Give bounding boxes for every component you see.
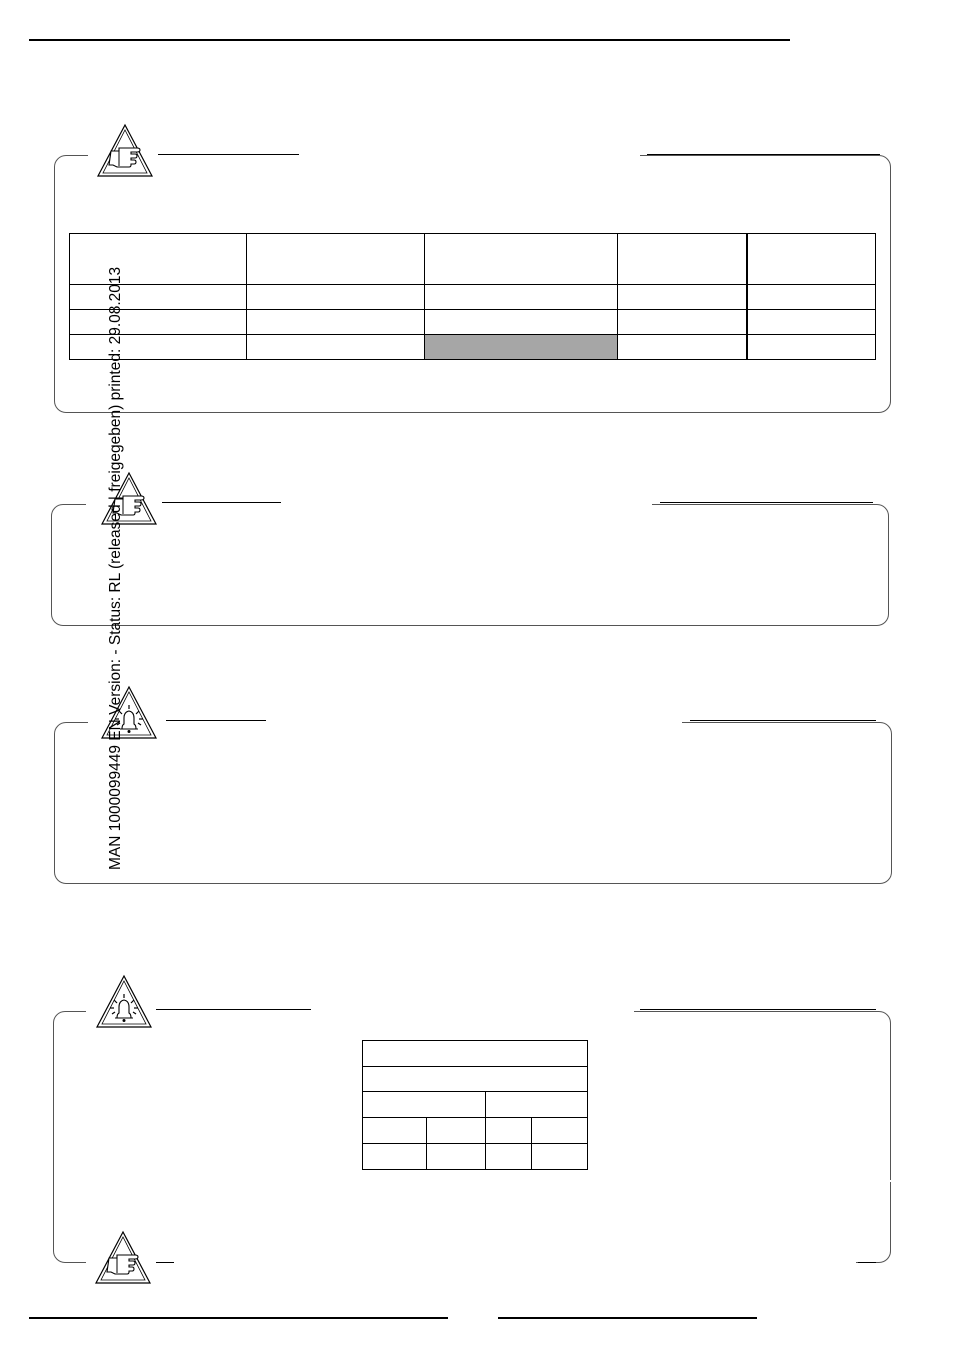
table-cell bbox=[486, 1092, 588, 1118]
section-header-line-right bbox=[647, 154, 880, 155]
table-header-cell bbox=[70, 234, 247, 285]
data-table bbox=[69, 233, 876, 360]
table-cell bbox=[363, 1144, 427, 1170]
table-cell bbox=[427, 1118, 486, 1144]
table-cell bbox=[486, 1118, 532, 1144]
pointing-hand-icon bbox=[93, 1230, 153, 1286]
table-cell bbox=[618, 335, 747, 360]
table-cell bbox=[486, 1144, 532, 1170]
table-cell bbox=[363, 1067, 588, 1092]
table-cell bbox=[247, 310, 425, 335]
table-cell bbox=[363, 1041, 588, 1067]
warning-box-1 bbox=[54, 722, 892, 884]
table-cell bbox=[747, 285, 876, 310]
table-cell bbox=[247, 335, 425, 360]
section-header-line-left bbox=[166, 720, 266, 721]
table-cell-shaded bbox=[425, 335, 618, 360]
table-header-cell bbox=[425, 234, 618, 285]
table-cell bbox=[70, 285, 247, 310]
table-cell bbox=[70, 310, 247, 335]
print-status-watermark: MAN 1000099449 EN Version: - Status: RL (released | freigegeben) printed: 29.08.2013 bbox=[107, 266, 124, 870]
table-header-cell bbox=[247, 234, 425, 285]
alarm-bell-icon bbox=[94, 974, 154, 1030]
table-cell bbox=[618, 310, 747, 335]
table-cell bbox=[363, 1092, 486, 1118]
section-header-line-right bbox=[690, 720, 876, 721]
section-footer-line-right bbox=[858, 1262, 876, 1263]
table-cell bbox=[747, 310, 876, 335]
section-header-line-right bbox=[640, 1009, 876, 1010]
table-header-cell bbox=[618, 234, 747, 285]
section-footer-line-left bbox=[156, 1262, 174, 1263]
footer-rule-left bbox=[29, 1317, 448, 1319]
table-cell bbox=[427, 1144, 486, 1170]
table-cell bbox=[532, 1118, 588, 1144]
table-cell bbox=[70, 335, 247, 360]
table-cell bbox=[425, 310, 618, 335]
section-header-line-left bbox=[156, 1009, 311, 1010]
section-header-line-left bbox=[162, 502, 281, 503]
table-cell bbox=[247, 285, 425, 310]
pointing-hand-icon bbox=[95, 123, 155, 179]
note-box-2 bbox=[51, 504, 889, 626]
table-cell bbox=[618, 285, 747, 310]
footer-rule-right bbox=[498, 1317, 757, 1319]
section-header-line-left bbox=[158, 154, 299, 155]
table-cell bbox=[747, 335, 876, 360]
table-header-cell bbox=[747, 234, 876, 285]
table-cell bbox=[363, 1118, 427, 1144]
section-header-line-right bbox=[660, 502, 873, 503]
small-table bbox=[362, 1040, 588, 1170]
page-header-rule bbox=[29, 39, 790, 41]
table-cell bbox=[532, 1144, 588, 1170]
table-cell bbox=[425, 285, 618, 310]
